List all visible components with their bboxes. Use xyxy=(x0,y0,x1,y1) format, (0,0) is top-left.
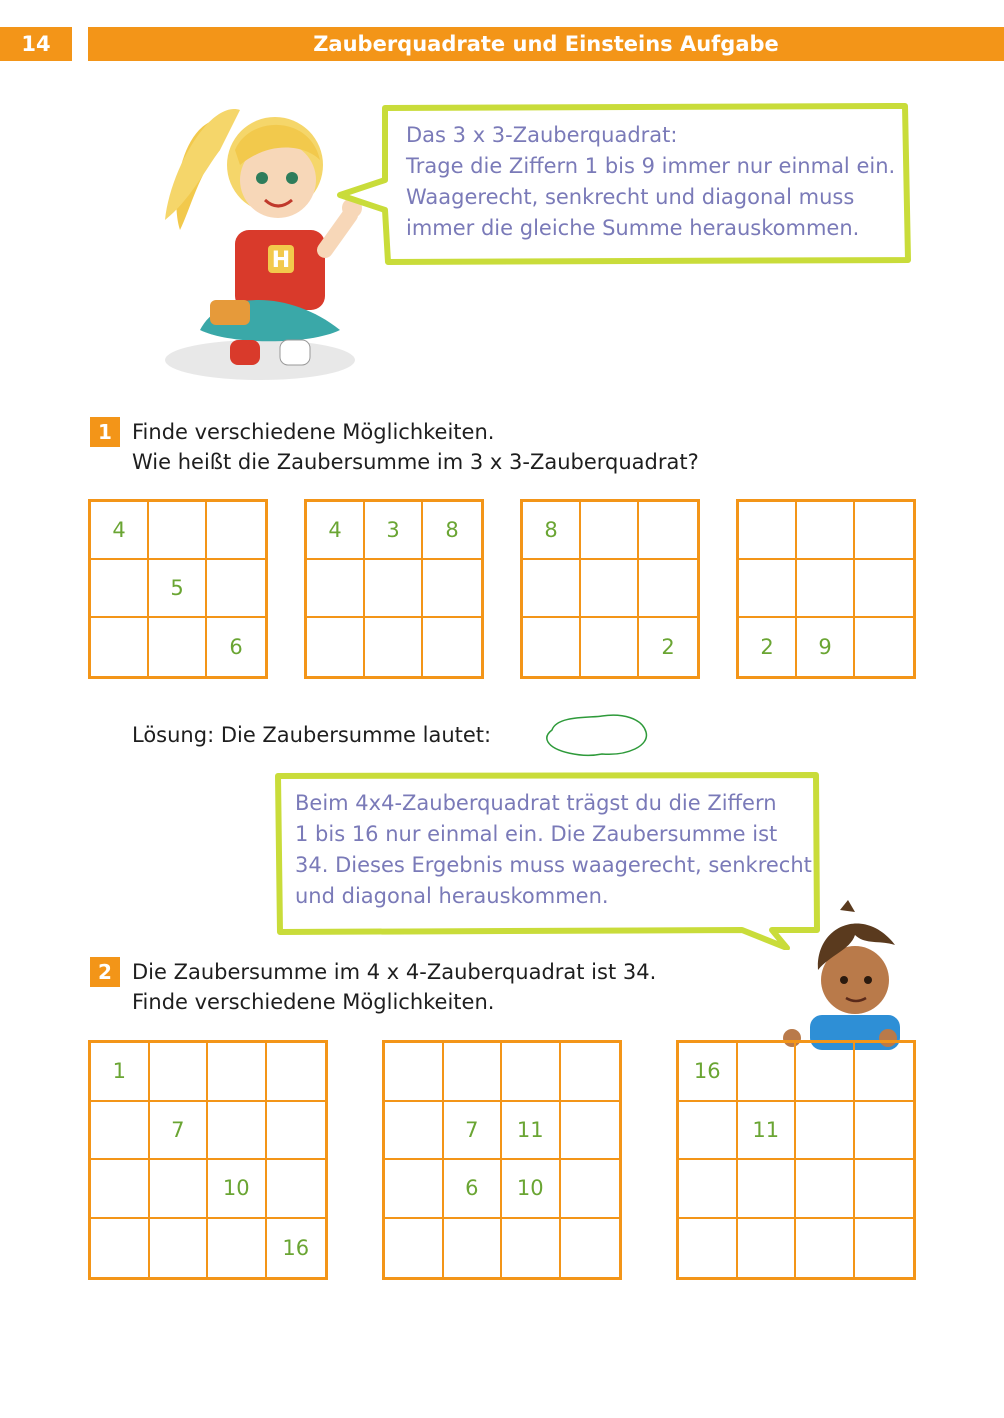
bubble-1-text xyxy=(406,120,895,244)
grid-cell[interactable] xyxy=(307,618,365,676)
grid-cell[interactable] xyxy=(267,1043,326,1102)
grid-cell[interactable] xyxy=(855,1043,914,1102)
grid-cell[interactable] xyxy=(561,1219,620,1278)
grid-cell-value: 5 xyxy=(170,576,184,600)
grid-cell[interactable] xyxy=(502,1043,561,1102)
magic-square-4x4-2 xyxy=(382,1040,622,1280)
grid-cell[interactable] xyxy=(797,618,855,676)
grid-cell[interactable] xyxy=(502,1160,561,1219)
grid-cell-value: 6 xyxy=(465,1176,479,1201)
grid-cell[interactable] xyxy=(385,1219,444,1278)
page-title: Zauberquadrate und Einsteins Aufgabe xyxy=(88,27,1004,61)
bubble-2-text xyxy=(295,788,812,912)
solution-label: Lösung: Die Zaubersumme lautet: xyxy=(132,723,492,747)
grid-cell[interactable] xyxy=(444,1043,503,1102)
bubble-2-line: 1 bis 16 nur einmal ein. Die Zaubersumme ist xyxy=(295,822,778,846)
page-number: 14 xyxy=(0,27,72,61)
grid-cell[interactable] xyxy=(149,618,207,676)
grid-cell[interactable] xyxy=(385,1102,444,1161)
grid-cell[interactable] xyxy=(307,560,365,618)
grid-cell-value: 6 xyxy=(229,635,243,659)
grid-cell[interactable] xyxy=(208,1102,267,1161)
grid-cell[interactable] xyxy=(150,1102,209,1161)
grid-cell[interactable] xyxy=(739,618,797,676)
grid-cell[interactable] xyxy=(91,560,149,618)
grid-cell[interactable] xyxy=(796,1102,855,1161)
grid-cell[interactable] xyxy=(208,1043,267,1102)
grid-cell[interactable] xyxy=(444,1160,503,1219)
grid-cell[interactable] xyxy=(561,1043,620,1102)
boy-illustration xyxy=(770,900,910,1050)
grid-cell[interactable] xyxy=(208,1219,267,1278)
grid-cell[interactable] xyxy=(738,1160,797,1219)
grid-cell[interactable] xyxy=(679,1102,738,1161)
grid-cell-value: 16 xyxy=(693,1059,721,1084)
bubble-1-line: Das 3 x 3-Zauberquadrat: xyxy=(406,123,678,147)
grid-cell[interactable] xyxy=(581,560,639,618)
grid-cell[interactable] xyxy=(639,618,697,676)
grid-cell[interactable] xyxy=(207,560,265,618)
magic-square-3x3-3 xyxy=(520,499,700,679)
grid-cell[interactable] xyxy=(365,502,423,560)
grid-cell[interactable] xyxy=(561,1160,620,1219)
grid-cell-value: 16 xyxy=(282,1235,310,1260)
grid-cell[interactable] xyxy=(385,1043,444,1102)
grid-cell-value: 7 xyxy=(465,1117,479,1142)
grid-cell[interactable] xyxy=(855,1102,914,1161)
grid-cell[interactable] xyxy=(150,1219,209,1278)
grid-cell[interactable] xyxy=(423,502,481,560)
task-2-line: Finde verschiedene Möglichkeiten. xyxy=(132,990,495,1014)
grid-cell-value: 9 xyxy=(818,635,832,659)
magic-square-3x3-1 xyxy=(88,499,268,679)
grid-cell[interactable] xyxy=(150,1043,209,1102)
grid-cell[interactable] xyxy=(267,1102,326,1161)
grid-cell[interactable] xyxy=(796,1043,855,1102)
grid-cell[interactable] xyxy=(365,618,423,676)
svg-text:H: H xyxy=(271,248,291,273)
bubble-1-line: Trage die Ziffern 1 bis 9 immer nur einmal ein. xyxy=(406,154,896,178)
grid-cell[interactable] xyxy=(739,560,797,618)
grid-cell[interactable] xyxy=(523,560,581,618)
grid-cell[interactable] xyxy=(91,618,149,676)
grid-cell[interactable] xyxy=(855,502,913,560)
grid-cell[interactable] xyxy=(365,560,423,618)
grid-cell-value: 4 xyxy=(328,518,342,542)
grid-cell[interactable] xyxy=(797,502,855,560)
grid-cell[interactable] xyxy=(502,1219,561,1278)
grid-cell-value: 3 xyxy=(386,518,400,542)
grid-cell[interactable] xyxy=(91,1043,150,1102)
grid-cell[interactable] xyxy=(796,1219,855,1278)
grid-cell[interactable] xyxy=(739,502,797,560)
grid-cell[interactable] xyxy=(307,502,365,560)
magic-square-3x3-2 xyxy=(304,499,484,679)
grid-cell[interactable] xyxy=(149,502,207,560)
grid-cell-value: 4 xyxy=(112,518,126,542)
grid-cell[interactable] xyxy=(738,1219,797,1278)
grid-cell[interactable] xyxy=(855,618,913,676)
answer-blob[interactable] xyxy=(542,710,652,760)
bubble-1-line: Waagerecht, senkrecht und diagonal muss xyxy=(406,185,855,209)
grid-cell[interactable] xyxy=(855,1160,914,1219)
magic-square-4x4-3 xyxy=(676,1040,916,1280)
grid-cell[interactable] xyxy=(267,1219,326,1278)
task-1-instructions xyxy=(132,417,699,477)
grid-cell[interactable] xyxy=(150,1160,209,1219)
grid-cell[interactable] xyxy=(679,1160,738,1219)
grid-cell[interactable] xyxy=(444,1102,503,1161)
grid-cell-value: 2 xyxy=(661,635,675,659)
grid-cell[interactable] xyxy=(423,560,481,618)
grid-cell[interactable] xyxy=(208,1160,267,1219)
grid-cell[interactable] xyxy=(385,1160,444,1219)
grid-cell[interactable] xyxy=(796,1160,855,1219)
magic-square-4x4-1 xyxy=(88,1040,328,1280)
grid-cell[interactable] xyxy=(679,1219,738,1278)
grid-cell[interactable] xyxy=(561,1102,620,1161)
grid-cell[interactable] xyxy=(855,560,913,618)
grid-cell[interactable] xyxy=(91,1219,150,1278)
task-1-number: 1 xyxy=(90,417,120,447)
grid-cell-value: 1 xyxy=(112,1059,126,1084)
grid-cell[interactable] xyxy=(423,618,481,676)
grid-cell[interactable] xyxy=(149,560,207,618)
grid-cell[interactable] xyxy=(581,502,639,560)
grid-cell[interactable] xyxy=(738,1102,797,1161)
grid-cell-value: 10 xyxy=(516,1176,544,1201)
grid-cell[interactable] xyxy=(91,502,149,560)
grid-cell-value: 11 xyxy=(752,1117,780,1142)
grid-cell[interactable] xyxy=(91,1160,150,1219)
task-2-number: 2 xyxy=(90,957,120,987)
grid-cell[interactable] xyxy=(855,1219,914,1278)
bubble-1-line: immer die gleiche Summe herauskommen. xyxy=(406,216,860,240)
grid-cell[interactable] xyxy=(639,560,697,618)
grid-cell[interactable] xyxy=(797,560,855,618)
grid-cell[interactable] xyxy=(91,1102,150,1161)
grid-cell[interactable] xyxy=(639,502,697,560)
grid-cell[interactable] xyxy=(207,618,265,676)
grid-cell[interactable] xyxy=(207,502,265,560)
bubble-2-line: 34. Dieses Ergebnis muss waagerecht, senkrecht xyxy=(295,853,812,877)
bubble-2-line: und diagonal herauskommen. xyxy=(295,884,609,908)
grid-cell-value: 11 xyxy=(516,1117,544,1142)
grid-cell[interactable] xyxy=(581,618,639,676)
task-1-line: Finde verschiedene Möglichkeiten. xyxy=(132,420,495,444)
grid-cell[interactable] xyxy=(523,618,581,676)
grid-cell[interactable] xyxy=(738,1043,797,1102)
magic-square-3x3-4 xyxy=(736,499,916,679)
grid-cell[interactable] xyxy=(523,502,581,560)
grid-cell-value: 2 xyxy=(760,635,774,659)
grid-cell[interactable] xyxy=(444,1219,503,1278)
task-2-instructions xyxy=(132,957,656,1017)
task-2-line: Die Zaubersumme im 4 x 4-Zauberquadrat ist 34. xyxy=(132,960,657,984)
bubble-2-line: Beim 4x4-Zauberquadrat trägst du die Ziffern xyxy=(295,791,777,815)
grid-cell[interactable] xyxy=(267,1160,326,1219)
grid-cell-value: 10 xyxy=(222,1176,250,1201)
grid-cell-value: 8 xyxy=(544,518,558,542)
task-1-line: Wie heißt die Zaubersumme im 3 x 3-Zauberquadrat? xyxy=(132,450,699,474)
grid-cell[interactable] xyxy=(679,1043,738,1102)
grid-cell[interactable] xyxy=(502,1102,561,1161)
grid-cell-value: 7 xyxy=(171,1117,185,1142)
grid-cell-value: 8 xyxy=(445,518,459,542)
